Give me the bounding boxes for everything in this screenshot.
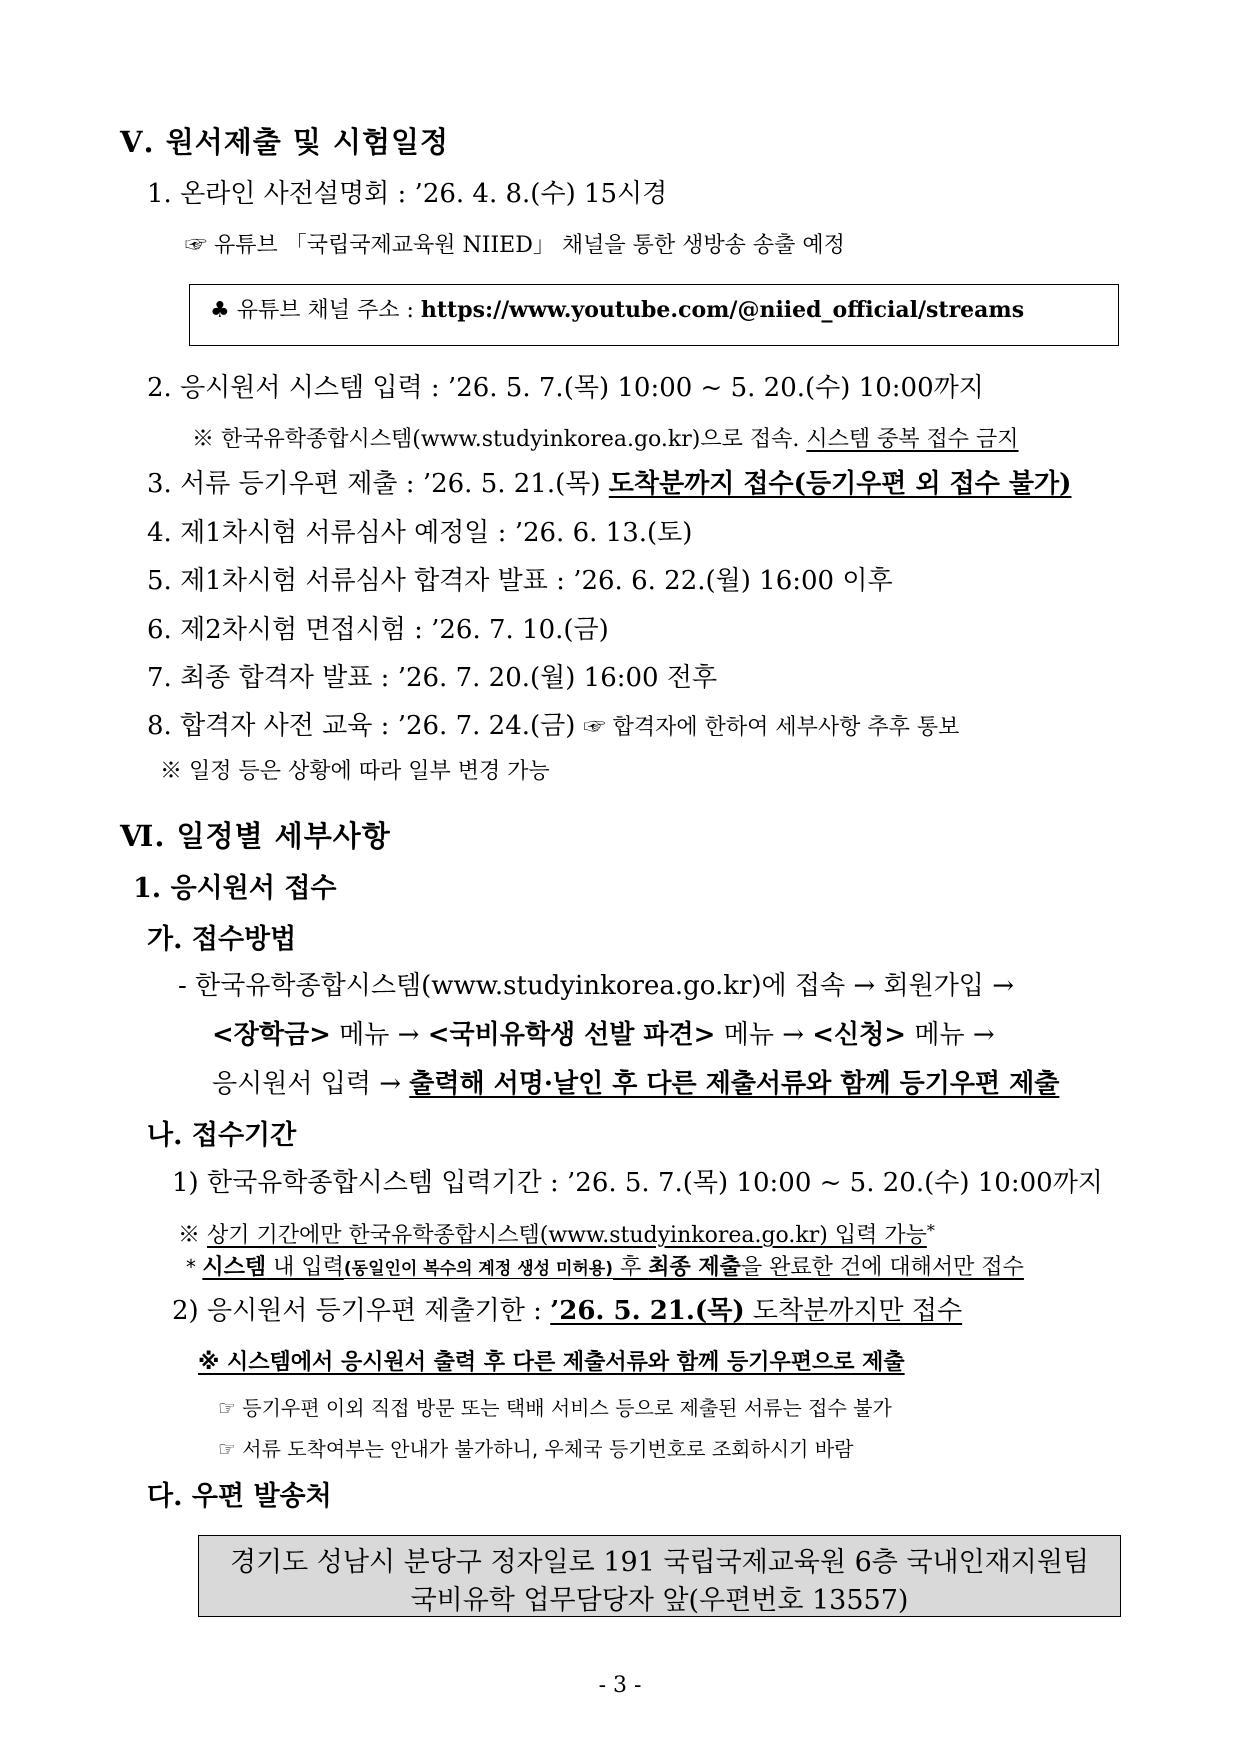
period-item-2-tail: 도착분까지만 접수 [744,1296,963,1326]
menu-arrow-1: 메뉴 → [330,1020,428,1050]
period-note-1-star: * [926,1221,935,1240]
method-line-3-text: 응시원서 입력 → [212,1069,410,1099]
mailing-address-heading: 다. 우편 발송처 [147,1481,332,1512]
period-item-1: 1) 한국유학종합시스템 입력기간 : ’26. 5. 7.(목) 10:00 ~ 5. 20.(수) 10:00까지 [172,1168,1103,1198]
section6-title: Ⅵ. 일정별 세부사항 [120,819,391,853]
schedule-change-note: ※ 일정 등은 상황에 따라 일부 변경 가능 [160,759,550,784]
page-number: - 3 - [598,1673,642,1698]
period-item-2 [172,1297,962,1327]
period-note-2-star: * [186,1255,203,1279]
schedule-item-3-text: 3. 서류 등기우편 제출 : ’26. 5. 21.(목) [147,469,609,499]
period-note-5: ☞ 서류 도착여부는 안내가 불가하니, 우체국 등기번호로 조회하시기 바람 [218,1437,854,1461]
period-note-2-final-submit: 최종 제출 [648,1255,741,1280]
schedule-item-2-note [192,427,1019,452]
period-note-2-after: 후 [613,1255,649,1280]
schedule-item-8-text: 8. 합격자 사전 교육 : ’26. 7. 24.(금) [147,711,584,741]
youtube-url: https://www.youtube.com/@niied_official/streams [420,297,1025,323]
schedule-item-2-note-text: ※ 한국유학종합시스템(www.studyinkorea.go.kr)으로 접속. [192,427,807,452]
address-line-1: 경기도 성남시 분당구 정자일로 191 국립국제교육원 6층 국내인재지원팀 [229,1547,1090,1578]
method-line-2 [212,1021,995,1051]
method-line-3 [212,1070,1059,1100]
schedule-item-1-note: ☞ 유튜브 「국립국제교육원 NIIED」 채널을 통한 생방송 송출 예정 [185,233,845,258]
section5-title: Ⅴ. 원서제출 및 시험일정 [120,125,450,159]
period-heading: 나. 접수기간 [147,1120,297,1151]
schedule-item-6: 6. 제2차시험 면접시험 : ’26. 7. 10.(금) [147,615,609,645]
period-note-4: ☞ 등기우편 이외 직접 방문 또는 택배 서비스 등으로 제출된 서류는 접수 불가 [218,1396,892,1420]
period-note-1-mark: ※ [178,1223,207,1248]
schedule-item-7: 7. 최종 합격자 발표 : ’26. 7. 20.(월) 16:00 전후 [147,663,718,693]
duplicate-warning: 시스템 중복 접수 금지 [806,427,1019,452]
schedule-item-3-emphasis: 도착분까지 접수(등기우편 외 접수 불가) [608,469,1072,499]
period-note-1-text: 상기 기간에만 한국유학종합시스템(www.studyinkorea.go.kr) 입력 가능 [207,1223,927,1248]
period-note-2-input: 내 입력 [266,1255,344,1280]
menu-government-scholar: <국비유학생 선발 파견> [427,1020,716,1050]
method-line-3-emphasis: 출력해 서명·날인 후 다른 제출서류와 함께 등기우편 제출 [409,1069,1060,1099]
period-note-2 [186,1255,1024,1280]
method-heading: 가. 접수방법 [147,924,297,955]
menu-arrow-2: 메뉴 → [715,1020,813,1050]
address-line-2: 국비유학 업무담당자 앞(우편번호 13557) [410,1585,909,1616]
period-item-2-text: 2) 응시원서 등기우편 제출기한 : [172,1296,551,1326]
period-note-3: ※ 시스템에서 응시원서 출력 후 다른 제출서류와 함께 등기우편으로 제출 [198,1350,905,1375]
menu-apply: <신청> [812,1020,907,1050]
method-line-1: - 한국유학종합시스템(www.studyinkorea.go.kr)에 접속 → 회원가입 → [178,971,1014,1001]
period-note-2-system: 시스템 [202,1255,267,1280]
schedule-item-8 [147,712,959,742]
schedule-item-5: 5. 제1차시험 서류심사 합격자 발표 : ’26. 6. 22.(월) 16:00 이후 [147,566,893,596]
mailing-address-box [198,1535,1121,1617]
schedule-item-4: 4. 제1차시험 서류심사 예정일 : ’26. 6. 13.(토) [147,518,693,548]
period-note-2-tail: 을 완료한 건에 대해서만 접수 [740,1255,1024,1280]
schedule-item-8-note: ☞ 합격자에 한하여 세부사항 추후 통보 [583,715,960,740]
youtube-address [210,298,1024,323]
period-note-2-account-rule: (동일인이 복수의 계정 생성 미허용) [343,1259,613,1279]
period-note-1 [178,1222,935,1248]
schedule-item-2: 2. 응시원서 시스템 입력 : ’26. 5. 7.(목) 10:00 ~ 5. 20.(수) 10:00까지 [147,373,984,403]
period-item-2-date: ’26. 5. 21.(목) [550,1296,745,1326]
menu-arrow-3: 메뉴 → [906,1020,995,1050]
youtube-address-box [189,284,1119,346]
menu-scholarship: <장학금> [212,1020,331,1050]
youtube-label: ♣ 유튜브 채널 주소 : [210,298,421,323]
subsection-1-title: 1. 응시원서 접수 [133,873,337,904]
schedule-item-3 [147,470,1071,500]
schedule-item-1: 1. 온라인 사전설명회 : ’26. 4. 8.(수) 15시경 [147,179,668,209]
